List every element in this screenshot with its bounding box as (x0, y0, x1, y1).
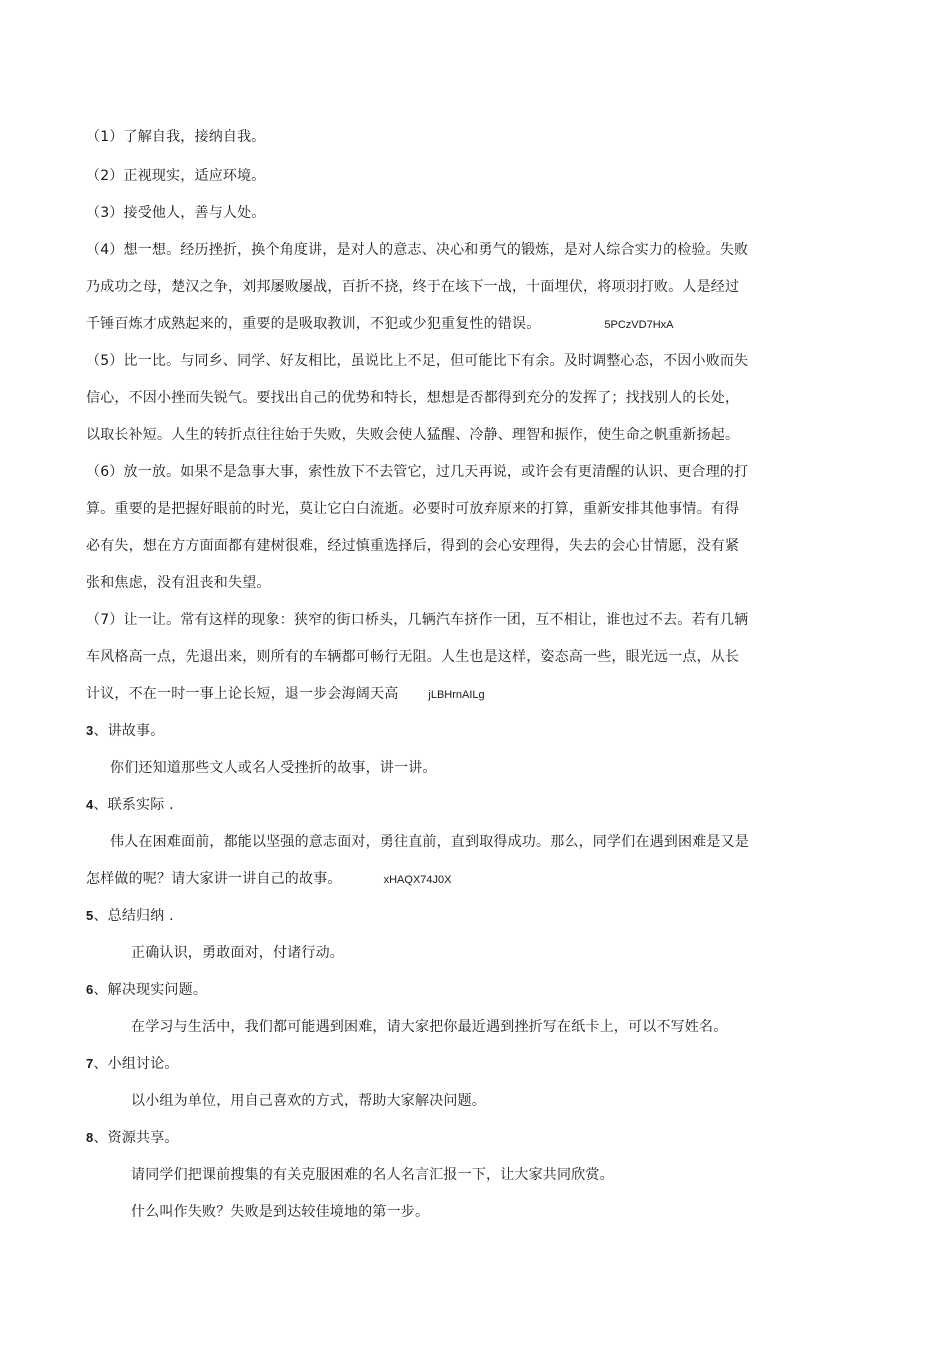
section-6-title: 、解决现实问题。 (93, 982, 208, 998)
section-4-body-line-1: 伟人在困难面前，都能以坚强的意志面对，勇往直前，直到取得成功。那么，同学们在遇到困难是又是 (110, 834, 749, 850)
section-5-body: 正确认识，勇敢面对，付诸行动。 (131, 945, 344, 961)
item-7-code: jLBHrnAILg (428, 689, 485, 701)
item-4-line-1: （4）想一想。经历挫折，换个角度讲，是对人的意志、决心和勇气的锻炼，是对人综合实力的检验。失败 (86, 242, 749, 258)
section-6-heading (86, 980, 207, 1000)
item-4-text: 千锤百炼才成熟起来的，重要的是吸取教训，不犯或少犯重复性的错误。 (86, 316, 541, 332)
section-8-title: 、资源共享。 (93, 1130, 179, 1146)
item-2: （2）正视现实，适应环境。 (86, 168, 266, 184)
section-7-title: 、小组讨论。 (93, 1056, 179, 1072)
section-6-number: 6 (86, 982, 94, 997)
section-7-number: 7 (86, 1056, 94, 1071)
section-3-number: 3 (86, 723, 94, 738)
section-4-number: 4 (86, 797, 94, 812)
section-4-heading (86, 795, 174, 815)
section-7-body: 以小组为单位，用自己喜欢的方式，帮助大家解决问题。 (131, 1093, 486, 1109)
section-7-heading (86, 1054, 179, 1074)
section-3-body: 你们还知道那些文人或名人受挫折的故事，讲一讲。 (110, 760, 437, 776)
item-4-code: 5PCzVD7HxA (604, 319, 674, 331)
item-6-line-3: 必有失，想在方方面面都有建树很难，经过慎重选择后，得到的会心安理得，失去的会心甘情愿，没有紧 (86, 538, 740, 554)
section-4-text: 怎样做的呢？请大家讲一讲自己的故事。 (86, 871, 342, 887)
section-5-heading (86, 906, 174, 926)
item-3: （3）接受他人，善与人处。 (86, 205, 266, 221)
item-1: （1）了解自我，接纳自我。 (86, 129, 266, 145)
item-6-line-2: 算。重要的是把握好眼前的时光，莫让它白白流逝。必要时可放弃原来的打算，重新安排其他事情。有得 (86, 501, 740, 517)
section-6-body: 在学习与生活中，我们都可能遇到困难，请大家把你最近遇到挫折写在纸卡上，可以不写姓名。 (131, 1019, 728, 1035)
section-5-number: 5 (86, 908, 94, 923)
item-4-line-3 (86, 314, 673, 335)
section-4-body-line-2 (86, 869, 451, 890)
item-5-line-1: （5）比一比。与同乡、同学、好友相比，虽说比上不足，但可能比下有余。及时调整心态，不因小败而失 (86, 353, 749, 369)
item-7-line-1: （7）让一让。常有这样的现象：狭窄的街口桥头，几辆汽车挤作一团，互不相让，谁也过不去。若有几辆 (86, 612, 749, 628)
item-6-line-4: 张和焦虑，没有沮丧和失望。 (86, 575, 271, 591)
section-4-code: xHAQX74J0X (383, 874, 452, 886)
item-4-line-2: 乃成功之母，楚汉之争，刘邦屡败屡战，百折不挠，终于在垓下一战，十面埋伏，将项羽打败。人是经过 (86, 279, 740, 295)
item-7-text: 计议，不在一时一事上论长短，退一步会海阔天高 (86, 686, 399, 702)
item-7-line-2: 车风格高一点，先退出来，则所有的车辆都可畅行无阻。人生也是这样，姿态高一些，眼光远一点，从长 (86, 649, 740, 665)
section-8-body-line-1: 请同学们把课前搜集的有关克服困难的名人名言汇报一下，让大家共同欣赏。 (131, 1167, 614, 1183)
section-5-title: 、总结归纳 . (93, 908, 174, 924)
item-5-line-3: 以取长补短。人生的转折点往往始于失败，失败会使人猛醒、冷静、理智和振作，使生命之帆重新扬起。 (86, 427, 740, 443)
section-4-title: 、联系实际 . (93, 797, 174, 813)
item-6-line-1: （6）放一放。如果不是急事大事，索性放下不去管它，过几天再说，或许会有更清醒的认识、更合理的打 (86, 464, 749, 480)
section-8-heading (86, 1128, 179, 1148)
section-8-body-line-2: 什么叫作失败？失败是到达较佳境地的第一步。 (131, 1204, 430, 1220)
section-3-title: 、讲故事。 (93, 723, 165, 739)
item-5-line-2: 信心，不因小挫而失锐气。要找出自己的优势和特长，想想是否都得到充分的发挥了；找找别人的长处， (86, 390, 740, 406)
item-7-line-3 (86, 684, 485, 705)
section-8-number: 8 (86, 1130, 94, 1145)
section-3-heading (86, 721, 164, 741)
